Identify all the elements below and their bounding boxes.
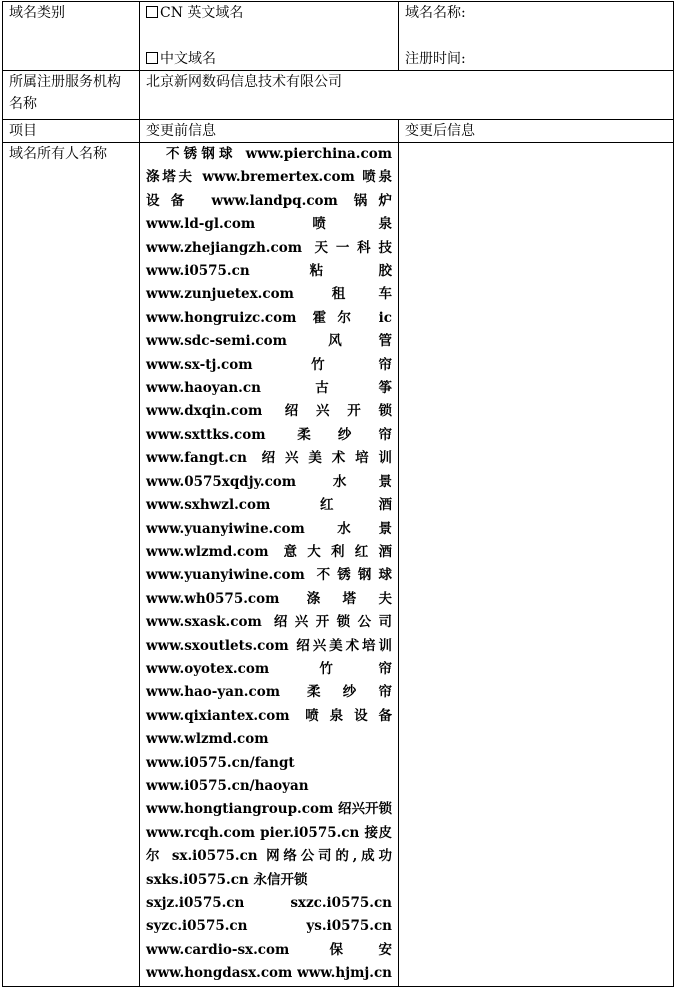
- item-label-cell: [3, 120, 140, 143]
- owner-before-line: www.qixiantex.com 喷泉设备: [146, 707, 392, 724]
- owner-before-line: sxks.i0575.cn 永信开锁: [146, 871, 308, 888]
- owner-before-line: www.haoyan.cn 古筝: [146, 380, 392, 397]
- domain-change-form: [2, 1, 674, 987]
- checkbox-cn-icon[interactable]: [146, 6, 158, 18]
- owner-before-line: www.oyotex.com 竹帘: [146, 660, 392, 677]
- owner-after-cell: [399, 143, 674, 987]
- owner-before-line: www.sxoutlets.com 绍兴美术培训: [146, 637, 392, 654]
- owner-before-line: www.yuanyiwine.com 水景: [146, 520, 392, 537]
- domain-type-label-cell: [3, 2, 140, 71]
- owner-before-lines: [146, 143, 392, 986]
- owner-before-line: www.sxhwzl.com 红酒: [146, 497, 392, 514]
- org-label: 所属注册服务机构名称: [9, 74, 121, 112]
- item-header-row: [3, 120, 674, 143]
- owner-before-line: www.fangt.cn 绍兴美术培训: [146, 450, 392, 467]
- owner-before-line: www.wlzmd.com: [146, 731, 269, 748]
- owner-before-line: 不锈钢球 www.pierchina.com: [166, 146, 392, 162]
- owner-before-line: www.sx-tj.com 竹帘: [146, 356, 392, 373]
- owner-before-line: 设备 www.landpq.com 锅炉: [146, 192, 392, 209]
- org-value: 北京新网数码信息技术有限公司: [146, 74, 342, 90]
- before-label-cell: [140, 120, 399, 143]
- option-cn-english[interactable]: [146, 2, 392, 24]
- owner-before-line: www.cardio-sx.com 保安: [146, 941, 392, 958]
- option-cn-label: CN 英文域名: [160, 5, 244, 21]
- owner-before-line: www.i0575.cn 粘胶: [146, 263, 392, 280]
- after-label: 变更后信息: [405, 123, 475, 139]
- checkbox-zh-icon[interactable]: [146, 52, 158, 64]
- owner-label-cell: [3, 143, 140, 987]
- owner-before-line: www.rcqh.com pier.i0575.cn 接皮: [146, 824, 392, 841]
- owner-before-line: www.zhejiangzh.com 天一科技: [146, 239, 392, 256]
- owner-before-line: www.dxqin.com 绍兴开锁: [146, 403, 392, 420]
- org-label-cell: [3, 71, 140, 120]
- owner-before-line: syzc.i0575.cn ys.i0575.cn: [146, 918, 392, 935]
- owner-before-line: www.yuanyiwine.com 不锈钢球: [146, 567, 392, 584]
- org-value-cell: [140, 71, 674, 120]
- owner-before-line: www.0575xqdjy.com 水景: [146, 473, 392, 490]
- domain-name-label: 域名名称:: [405, 5, 466, 21]
- owner-before-line: www.sxttks.com 柔纱帘: [146, 426, 392, 443]
- reg-time-label: 注册时间:: [405, 51, 466, 67]
- owner-before-line: www.hongdasx.com www.hjmj.cn: [146, 965, 392, 982]
- owner-before-line: www.ld-gl.com 喷泉: [146, 216, 392, 233]
- owner-before-line: www.sdc-semi.com 风管: [146, 333, 392, 350]
- owner-before-line: www.i0575.cn/fangt: [146, 754, 295, 771]
- owner-before-line: www.hongruizc.com 霍尔 ic: [146, 309, 392, 326]
- domain-type-options-cell: [140, 2, 399, 71]
- owner-label: 域名所有人名称: [9, 146, 107, 162]
- owner-before-cell: [140, 143, 399, 987]
- owner-before-line: www.hongtiangroup.com 绍兴开锁: [146, 801, 392, 818]
- domain-name-cell: [399, 2, 674, 71]
- owner-before-line: 涤塔夫 www.bremertex.com 喷泉: [146, 169, 392, 186]
- owner-before-line: 尔 sx.i0575.cn 网络公司的,成功: [146, 848, 392, 865]
- owner-row: [3, 143, 674, 987]
- owner-before-line: www.hao-yan.com 柔纱帘: [146, 684, 392, 701]
- option-zh-label: 中文域名: [160, 51, 216, 67]
- option-chinese[interactable]: [146, 48, 392, 70]
- owner-before-line: www.zunjuetex.com 租车: [146, 286, 392, 303]
- header-row: [3, 2, 674, 71]
- owner-before-line: sxjz.i0575.cn sxzc.i0575.cn: [146, 895, 392, 911]
- domain-type-label: 域名类别: [9, 5, 65, 21]
- org-row: [3, 71, 674, 120]
- owner-before-line: www.wlzmd.com 意大利红酒: [146, 543, 392, 560]
- owner-before-line: www.sxask.com 绍兴开锁公司: [146, 614, 392, 631]
- owner-before-line: www.wh0575.com 涤塔夫: [146, 590, 392, 607]
- item-label: 项目: [9, 123, 37, 139]
- before-label: 变更前信息: [146, 123, 216, 139]
- owner-before-line: www.i0575.cn/haoyan: [146, 777, 309, 794]
- after-label-cell: [399, 120, 674, 143]
